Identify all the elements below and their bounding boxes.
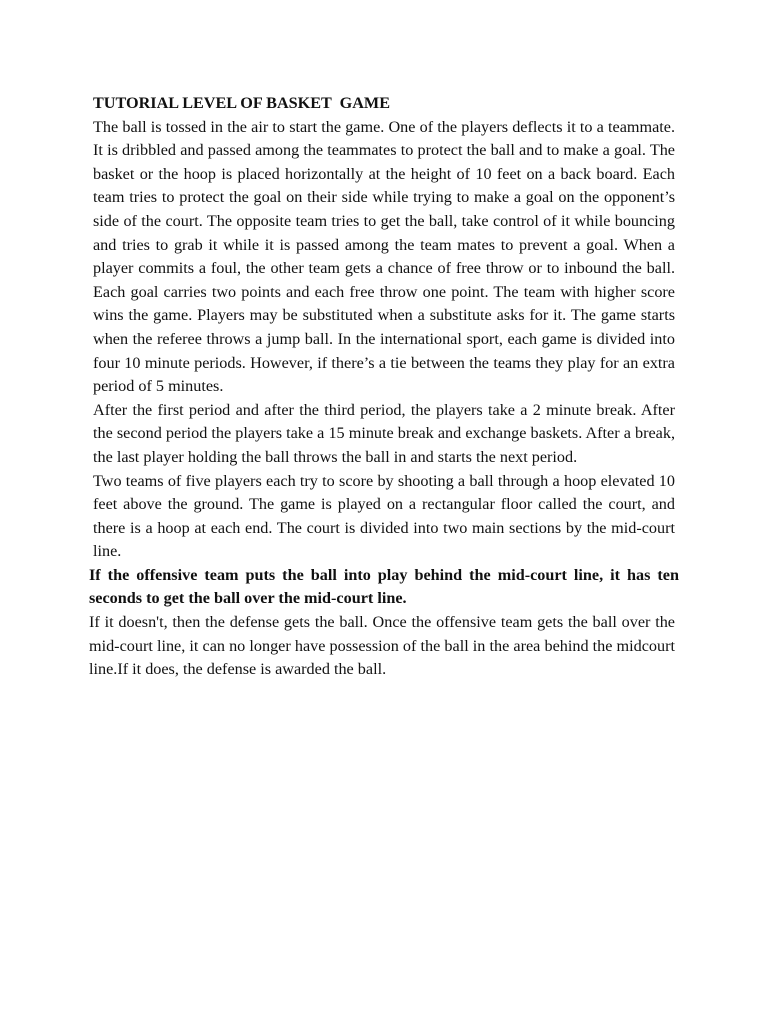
paragraph-backcourt-rule: If it doesn't, then the defense gets the ball. Once the offensive team gets the ball over the mid-court line, it can no longer have possession of the ball in the area behind the midcourt line.If it does, the defense is awarded the ball.	[89, 613, 675, 679]
paragraph-ten-second-rule: If the offensive team puts the ball into play behind the mid-court line, it has ten seconds to get the ball over the mid-court line.	[89, 565, 679, 608]
paragraph-breaks: After the first period and after the third period, the players take a 2 minute break. After the second period the players take a 15 minute break and exchange baskets. After a break, the last player holding the ball throws the ball in and starts the next period.	[93, 400, 675, 466]
document-title: TUTORIAL LEVEL OF BASKET GAME	[93, 94, 391, 112]
paragraph-court: Two teams of five players each try to score by shooting a ball through a hoop elevated 10 feet above the ground. The game is played on a rectangular floor called the court, and there is a hoop at each end. The court is divided into two main sections by the mid-court line.	[93, 471, 675, 561]
document-body	[89, 92, 679, 682]
paragraph-game-overview: The ball is tossed in the air to start the game. One of the players deflects it to a teammate. It is dribbled and passed among the teammates to protect the ball and to make a goal. The basket or the hoop is placed horizontally at the height of 10 feet on a back board. Each team tries to protect the goal on their side while trying to make a goal on the opponent’s side of the court. The opposite team tries to get the ball, take control of it while bouncing and tries to grab it while it is passed among the team mates to prevent a goal. When a player commits a foul, the other team gets a chance of free throw or to inbound the ball. Each goal carries two points and each free throw one point. The team with higher score wins the game. Players may be substituted when a substitute asks for it. The game starts when the referee throws a jump ball. In the international sport, each game is divided into four 10 minute periods. However, if there’s a tie between the teams they play for an extra period of 5 minutes.	[93, 117, 675, 396]
